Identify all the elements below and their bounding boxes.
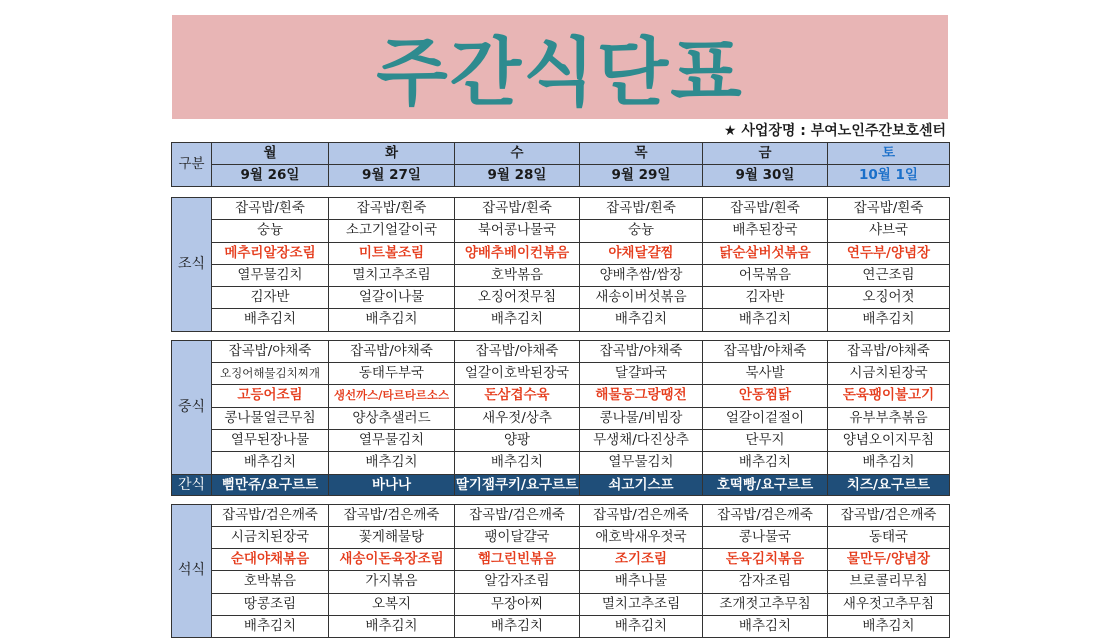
menu-cell: 배추김치 xyxy=(828,616,950,638)
menu-cell: 잡곡밥/야채죽 xyxy=(329,340,455,362)
menu-cell: 미트볼조림 xyxy=(329,242,455,264)
menu-row xyxy=(172,616,950,638)
menu-cell: 숭늉 xyxy=(212,220,329,242)
menu-cell: 북어콩나물국 xyxy=(455,220,580,242)
menu-cell: 콩나물/비빔장 xyxy=(580,407,703,429)
header-date: 9월 30일 xyxy=(703,165,828,187)
menu-cell: 묵사발 xyxy=(703,363,828,385)
menu-cell: 배추김치 xyxy=(828,452,950,474)
header-day: 금 xyxy=(703,143,828,165)
menu-cell: 시금치된장국 xyxy=(212,526,329,548)
menu-cell: 김자반 xyxy=(703,287,828,309)
menu-cell: 순대야채볶음 xyxy=(212,549,329,571)
menu-cell: 팽이달걀국 xyxy=(455,526,580,548)
menu-row xyxy=(172,264,950,286)
meal-label-lunch: 중식 xyxy=(172,340,212,474)
menu-cell: 오복지 xyxy=(329,593,455,615)
header-date: 9월 29일 xyxy=(580,165,703,187)
menu-cell: 잡곡밥/검은깨죽 xyxy=(580,504,703,526)
menu-cell: 가지볶음 xyxy=(329,571,455,593)
menu-cell: 새송이돈육장조림 xyxy=(329,549,455,571)
menu-cell: 김자반 xyxy=(212,287,329,309)
menu-cell: 배추나물 xyxy=(580,571,703,593)
menu-cell: 잡곡밥/야채죽 xyxy=(828,340,950,362)
menu-row xyxy=(172,198,950,220)
menu-cell: 조기조림 xyxy=(580,549,703,571)
menu-cell: 배추김치 xyxy=(329,616,455,638)
menu-cell: 잡곡밥/야채죽 xyxy=(455,340,580,362)
snack-item: 딸기잼쿠키/요구르트 xyxy=(455,474,580,495)
snack-item: 치즈/요구르트 xyxy=(828,474,950,495)
menu-cell: 동태두부국 xyxy=(329,363,455,385)
section-gap xyxy=(172,331,950,340)
menu-row xyxy=(172,309,950,331)
menu-cell: 달걀파국 xyxy=(580,363,703,385)
menu-cell: 숭늉 xyxy=(580,220,703,242)
menu-cell: 양상추샐러드 xyxy=(329,407,455,429)
menu-row xyxy=(172,340,950,362)
menu-cell: 오징어젓무침 xyxy=(455,287,580,309)
menu-cell: 배추된장국 xyxy=(703,220,828,242)
menu-row xyxy=(172,593,950,615)
organization-label: ★ 사업장명 : 부여노인주간보호센터 xyxy=(723,123,946,139)
header-day: 화 xyxy=(329,143,455,165)
menu-cell: 배추김치 xyxy=(828,309,950,331)
section-gap-cell xyxy=(172,495,950,504)
menu-cell: 돈육팽이불고기 xyxy=(828,385,950,407)
menu-cell: 잡곡밥/야채죽 xyxy=(580,340,703,362)
menu-cell: 무장아찌 xyxy=(455,593,580,615)
menu-cell: 돈삼겹수육 xyxy=(455,385,580,407)
menu-cell: 무생채/다진상추 xyxy=(580,429,703,451)
page-title: 주간식단표 xyxy=(376,30,744,116)
menu-cell: 오징어해물김치찌개 xyxy=(212,363,329,385)
menu-cell: 알감자조림 xyxy=(455,571,580,593)
menu-cell: 돈육김치볶음 xyxy=(703,549,828,571)
menu-cell: 잡곡밥/검은깨죽 xyxy=(455,504,580,526)
menu-cell: 애호박새우젓국 xyxy=(580,526,703,548)
menu-cell: 생선까스/타르타르소스 xyxy=(329,385,455,407)
menu-row xyxy=(172,220,950,242)
menu-cell: 야채달걀찜 xyxy=(580,242,703,264)
header-day-row xyxy=(172,143,950,165)
meal-label-breakfast: 조식 xyxy=(172,198,212,332)
title-banner xyxy=(172,15,948,119)
header-day: 토 xyxy=(828,143,950,165)
menu-cell: 배추김치 xyxy=(212,309,329,331)
menu-row xyxy=(172,407,950,429)
meal-label-snack: 간식 xyxy=(172,474,212,495)
menu-cell: 배추김치 xyxy=(703,309,828,331)
menu-table xyxy=(171,197,950,638)
snack-item: 쇠고기스프 xyxy=(580,474,703,495)
menu-cell: 배추김치 xyxy=(212,616,329,638)
menu-cell: 잡곡밥/검은깨죽 xyxy=(329,504,455,526)
menu-cell: 콩나물국 xyxy=(703,526,828,548)
menu-cell: 메추리알장조림 xyxy=(212,242,329,264)
menu-cell: 잡곡밥/흰죽 xyxy=(828,198,950,220)
menu-cell: 동태국 xyxy=(828,526,950,548)
menu-cell: 얼갈이호박된장국 xyxy=(455,363,580,385)
menu-cell: 얼갈이겉절이 xyxy=(703,407,828,429)
header-day: 수 xyxy=(455,143,580,165)
section-gap-cell xyxy=(172,331,950,340)
menu-cell: 호박볶음 xyxy=(455,264,580,286)
menu-cell: 햄그린빈볶음 xyxy=(455,549,580,571)
menu-cell: 양배추쌈/쌈장 xyxy=(580,264,703,286)
menu-cell: 단무지 xyxy=(703,429,828,451)
menu-cell: 잡곡밥/검은깨죽 xyxy=(703,504,828,526)
header-date: 10월 1일 xyxy=(828,165,950,187)
menu-cell: 잡곡밥/흰죽 xyxy=(329,198,455,220)
menu-cell: 브로콜리무침 xyxy=(828,571,950,593)
menu-cell: 해물동그랑땡전 xyxy=(580,385,703,407)
menu-cell: 호박볶음 xyxy=(212,571,329,593)
menu-cell: 유부부추볶음 xyxy=(828,407,950,429)
menu-cell: 잡곡밥/검은깨죽 xyxy=(212,504,329,526)
menu-cell: 새우젓고추무침 xyxy=(828,593,950,615)
menu-cell: 오징어젓 xyxy=(828,287,950,309)
menu-cell: 열무된장나물 xyxy=(212,429,329,451)
menu-cell: 연두부/양념장 xyxy=(828,242,950,264)
menu-cell: 배추김치 xyxy=(703,616,828,638)
menu-cell: 잡곡밥/흰죽 xyxy=(455,198,580,220)
menu-row xyxy=(172,242,950,264)
menu-cell: 시금치된장국 xyxy=(828,363,950,385)
menu-cell: 열무물김치 xyxy=(212,264,329,286)
menu-cell: 배추김치 xyxy=(455,616,580,638)
menu-cell: 조개젓고추무침 xyxy=(703,593,828,615)
menu-row xyxy=(172,526,950,548)
menu-cell: 배추김치 xyxy=(329,309,455,331)
menu-cell: 땅콩조림 xyxy=(212,593,329,615)
meal-label-dinner: 석식 xyxy=(172,504,212,638)
menu-cell: 잡곡밥/검은깨죽 xyxy=(828,504,950,526)
header-date: 9월 27일 xyxy=(329,165,455,187)
menu-header-table xyxy=(171,142,950,187)
snack-row xyxy=(172,474,950,495)
menu-cell: 샤브국 xyxy=(828,220,950,242)
menu-cell: 양념오이지무침 xyxy=(828,429,950,451)
menu-cell: 열무물김치 xyxy=(329,429,455,451)
menu-cell: 양배추베이컨볶음 xyxy=(455,242,580,264)
snack-item: 호떡빵/요구르트 xyxy=(703,474,828,495)
menu-cell: 배추김치 xyxy=(455,309,580,331)
menu-cell: 감자조림 xyxy=(703,571,828,593)
menu-cell: 새우젓/상추 xyxy=(455,407,580,429)
menu-cell: 잡곡밥/흰죽 xyxy=(580,198,703,220)
menu-cell: 열무물김치 xyxy=(580,452,703,474)
snack-item: 뻠만쥬/요구르트 xyxy=(212,474,329,495)
menu-cell: 잡곡밥/흰죽 xyxy=(703,198,828,220)
menu-cell: 양팡 xyxy=(455,429,580,451)
menu-row xyxy=(172,287,950,309)
menu-cell: 잡곡밥/야채죽 xyxy=(212,340,329,362)
menu-cell: 배추김치 xyxy=(455,452,580,474)
menu-cell: 콩나물얼큰무침 xyxy=(212,407,329,429)
menu-row xyxy=(172,385,950,407)
header-label: 구분 xyxy=(172,143,212,187)
menu-cell: 고등어조림 xyxy=(212,385,329,407)
menu-cell: 꽃게해물탕 xyxy=(329,526,455,548)
header-date: 9월 28일 xyxy=(455,165,580,187)
menu-row xyxy=(172,363,950,385)
header-date-row xyxy=(172,165,950,187)
menu-cell: 배추김치 xyxy=(703,452,828,474)
menu-cell: 잡곡밥/야채죽 xyxy=(703,340,828,362)
menu-cell: 멸치고추조림 xyxy=(329,264,455,286)
menu-row xyxy=(172,504,950,526)
header-day: 월 xyxy=(212,143,329,165)
snack-item: 바나나 xyxy=(329,474,455,495)
menu-cell: 소고기얼갈이국 xyxy=(329,220,455,242)
menu-cell: 어묵볶음 xyxy=(703,264,828,286)
header-date: 9월 26일 xyxy=(212,165,329,187)
menu-cell: 멸치고추조림 xyxy=(580,593,703,615)
header-day: 목 xyxy=(580,143,703,165)
menu-cell: 닭순살버섯볶음 xyxy=(703,242,828,264)
menu-cell: 배추김치 xyxy=(580,616,703,638)
menu-cell: 잡곡밥/흰죽 xyxy=(212,198,329,220)
menu-cell: 배추김치 xyxy=(329,452,455,474)
menu-cell: 안동찜닭 xyxy=(703,385,828,407)
section-gap xyxy=(172,495,950,504)
menu-row xyxy=(172,429,950,451)
menu-cell: 새송이버섯볶음 xyxy=(580,287,703,309)
menu-cell: 물만두/양념장 xyxy=(828,549,950,571)
menu-row xyxy=(172,549,950,571)
menu-cell: 얼갈이나물 xyxy=(329,287,455,309)
menu-row xyxy=(172,571,950,593)
menu-row xyxy=(172,452,950,474)
menu-cell: 배추김치 xyxy=(212,452,329,474)
menu-cell: 배추김치 xyxy=(580,309,703,331)
menu-cell: 연근조림 xyxy=(828,264,950,286)
